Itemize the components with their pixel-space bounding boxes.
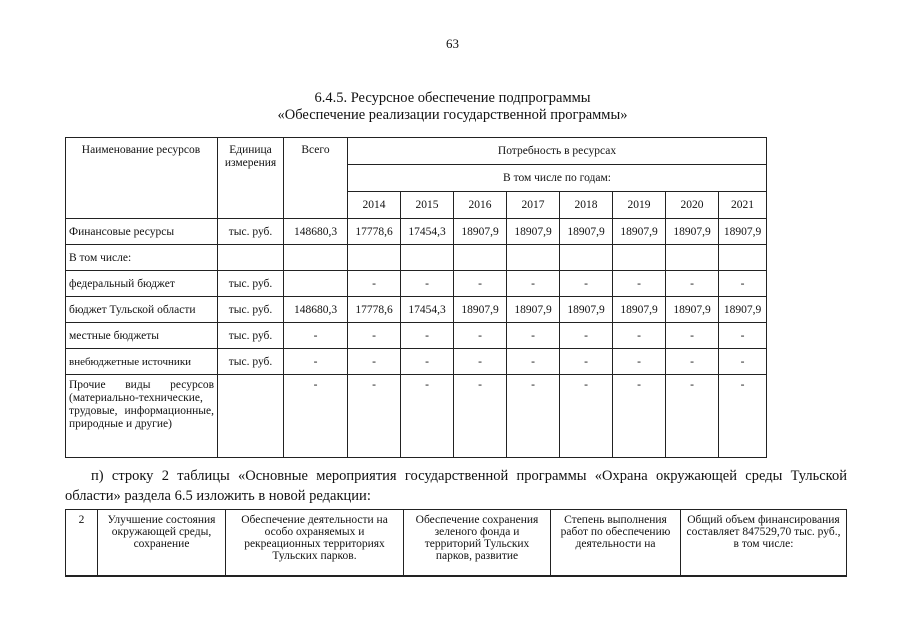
row-total: - [284,349,348,375]
row-value: - [666,375,719,458]
row-value: 18907,9 [507,297,560,323]
resource-table [65,137,767,458]
row-value: - [454,375,507,458]
row-value: - [401,271,454,297]
row-label: Прочие виды ресурсов (материально-технические, трудовые, информационные, природные и другие) [66,375,218,458]
row-unit: тыс. руб. [218,219,284,245]
row-total [284,271,348,297]
row-value: - [348,375,401,458]
row-value: - [613,271,666,297]
row-label: В том числе: [66,245,218,271]
header-year: 2018 [560,192,613,219]
row-value: 18907,9 [560,297,613,323]
row-value [401,245,454,271]
row-value: 17778,6 [348,297,401,323]
row-label: Финансовые ресурсы [66,219,218,245]
header-year: 2019 [613,192,666,219]
row-value: 18907,9 [507,219,560,245]
row-value: - [666,349,719,375]
header-year: 2021 [719,192,767,219]
row-value: - [719,271,767,297]
row-unit: тыс. руб. [218,297,284,323]
row-value: - [454,271,507,297]
task-cell: Обеспечение сохранения зеленого фонда и территорий Тульских парков, развитие [404,510,551,577]
goal-cell: Улучшение состояния окружающей среды, сохранение [98,510,226,577]
row-value: - [348,323,401,349]
row-value: 18907,9 [454,297,507,323]
row-value: - [560,323,613,349]
row-value [560,245,613,271]
indicator-cell: Степень выполнения работ по обеспечению деятельности на [551,510,681,577]
activity-cell: Обеспечение деятельности на особо охраняемых и рекреационных территориях Тульских парков. [226,510,404,577]
row-value: 18907,9 [719,219,767,245]
header-by-years: В том числе по годам: [348,165,767,192]
row-value: - [348,349,401,375]
row-value: 17778,6 [348,219,401,245]
row-value: - [560,349,613,375]
row-value: 18907,9 [613,219,666,245]
row-unit: тыс. руб. [218,349,284,375]
table-row [66,271,767,297]
row-value: - [401,375,454,458]
row-value [348,245,401,271]
row-value: - [507,271,560,297]
row-label: местные бюджеты [66,323,218,349]
row-value: - [613,349,666,375]
row-value: - [401,323,454,349]
heading-line-1: 6.4.5. Ресурсное обеспечение подпрограммы [314,90,591,106]
header-year: 2020 [666,192,719,219]
row-total: - [284,323,348,349]
table-row [66,510,847,577]
row-label: внебюджетные источники [66,349,218,375]
row-label: федеральный бюджет [66,271,218,297]
row-value [507,245,560,271]
row-total: - [284,375,348,458]
row-value: 18907,9 [560,219,613,245]
row-value: - [666,271,719,297]
row-value: - [401,349,454,375]
amendment-paragraph: п) строку 2 таблицы «Основные мероприятия государственной программы «Охрана окружающей среды Тульской области» раздела 6.5 изложить в новой редакции: [65,468,847,504]
row-value: - [613,323,666,349]
table-row [66,297,767,323]
row-value: - [507,323,560,349]
row-value [613,245,666,271]
row-value: - [507,375,560,458]
header-year: 2017 [507,192,560,219]
row-value: - [560,375,613,458]
row-value: - [719,323,767,349]
row-value [454,245,507,271]
row-total [284,245,348,271]
header-year: 2016 [454,192,507,219]
financing-cell: Общий объем финансирования составляет 847529,70 тыс. руб., в том числе: [681,510,847,577]
row-value [719,245,767,271]
table-row [66,219,767,245]
row-value: - [719,375,767,458]
header-total: Всего [284,138,348,219]
row-unit [218,375,284,458]
row-value: 18907,9 [666,219,719,245]
row-total: 148680,3 [284,219,348,245]
row-value: 17454,3 [401,297,454,323]
row-value: - [613,375,666,458]
row-value: - [454,323,507,349]
row-value: - [507,349,560,375]
row-unit: тыс. руб. [218,271,284,297]
header-year: 2015 [401,192,454,219]
page-number: 63 [446,36,459,51]
row-value [666,245,719,271]
row-number-cell: 2 [66,510,98,577]
row-total: 148680,3 [284,297,348,323]
row-value: 18907,9 [719,297,767,323]
header-need: Потребность в ресурсах [348,138,767,165]
row-unit: тыс. руб. [218,323,284,349]
row-value: - [666,323,719,349]
header-unit: Единица измерения [218,138,284,219]
section-heading [0,90,905,124]
row-value: - [454,349,507,375]
row-label: бюджет Тульской области [66,297,218,323]
row-value: - [719,349,767,375]
row-value: 18907,9 [666,297,719,323]
row-unit [218,245,284,271]
row-value: 18907,9 [454,219,507,245]
row-value: 18907,9 [613,297,666,323]
row-value: 17454,3 [401,219,454,245]
table-row [66,375,767,458]
row-value: - [348,271,401,297]
table-row [66,245,767,271]
table-row [66,323,767,349]
header-resource-name: Наименование ресурсов [66,138,218,219]
measures-table-row [65,509,847,577]
table-row [66,349,767,375]
heading-line-2: «Обеспечение реализации государственной программы» [277,107,628,123]
row-value: - [560,271,613,297]
header-year: 2014 [348,192,401,219]
